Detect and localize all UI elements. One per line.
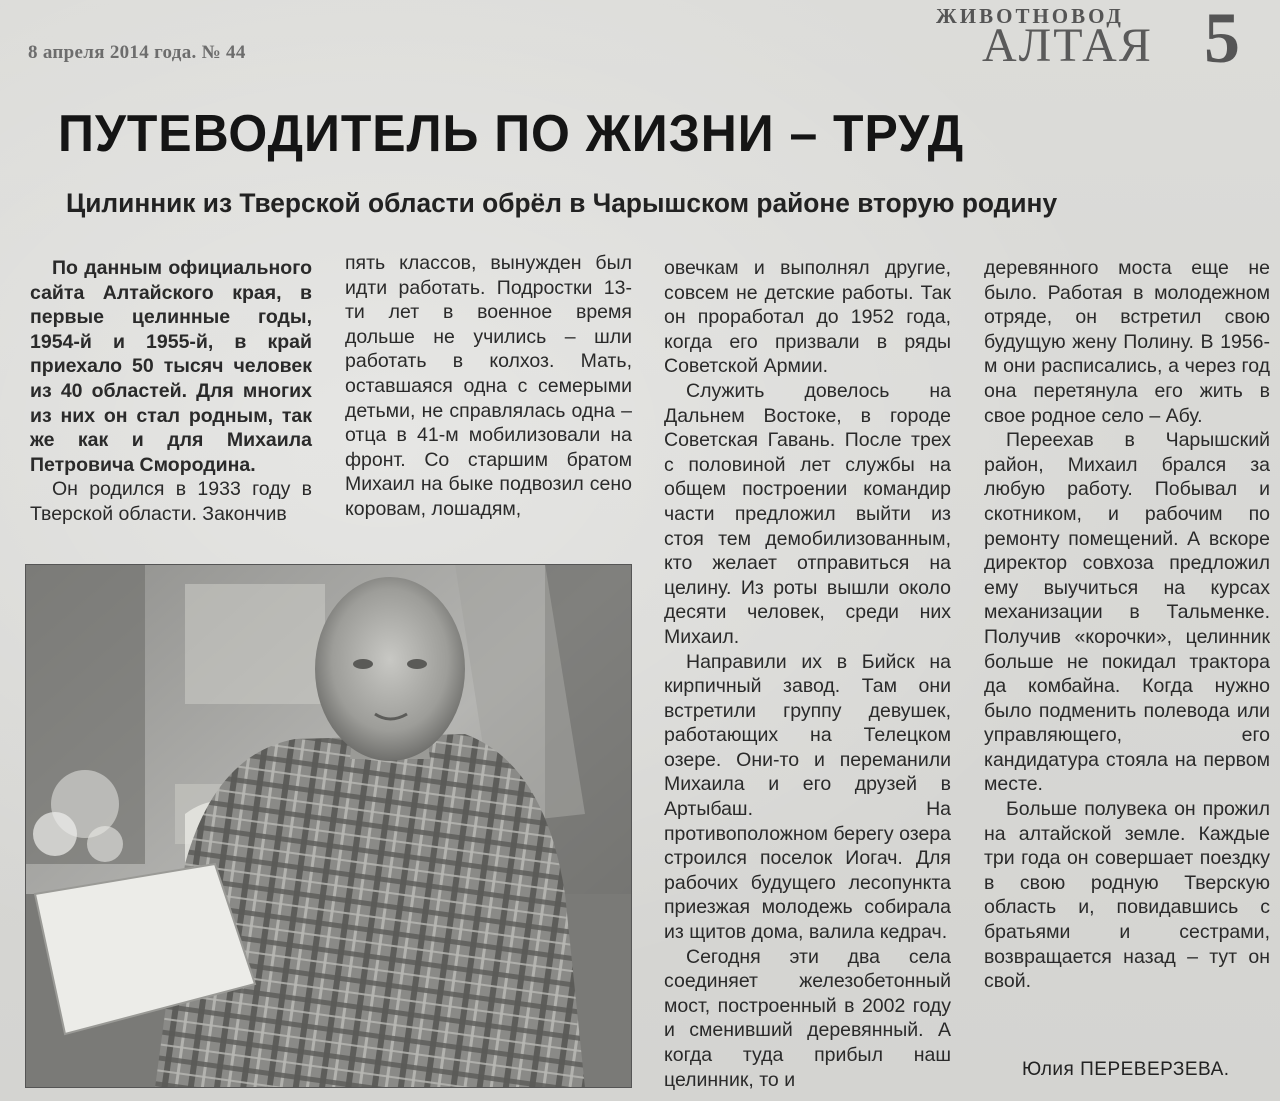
paragraph: овечкам и выполнял другие, совсем не детские работы. Так он проработал до 1952 года, когда его призвали в ряды Советской Армии.	[664, 257, 951, 378]
article-subtitle: Цилинник из Тверской области обрёл в Чарышском районе вторую родину	[66, 188, 1058, 218]
article-column-4	[984, 256, 1270, 994]
article-photo	[25, 564, 632, 1088]
page-number: 5	[1204, 0, 1240, 78]
paragraph: Он родился в 1933 году в Тверской области. Закончив	[30, 478, 312, 525]
article-column-3	[664, 256, 951, 1092]
paragraph: пять классов, вынужден был идти работать. Подростки 13-ти лет в военное время дольше не учились – шли работать в колхоз. Мать, оставшаяся одна с семерыми детьми, не справлялась одна – отца в 41-м мобилизовали на фронт. Со старшим братом Михаил на быке подвозил сено коровам, лошадям,	[345, 252, 632, 520]
article-column-2	[345, 251, 632, 522]
paragraph: Больше полувека он прожил на алтайской земле. Каждые три года он совершает поездку в свою родную Тверскую область и, повидавшись с братьями и сестрами, возвращается назад – тут он свой.	[984, 798, 1270, 993]
portrait-photo-illustration	[25, 564, 632, 1088]
paragraph: Направили их в Бийск на кирпичный завод. Там они встретили группу девушек, работающих на Телецком озере. Они-то и переманили Михаила и его друзей в Артыбаш. На противоположном берегу озера строился поселок Иогач. Для рабочих будущего лесопункта приезжая молодежь собирала из щитов дома, валила кедрач.	[664, 650, 951, 944]
author-signature: Юлия ПЕРЕВЕРЗЕВА.	[1022, 1059, 1230, 1080]
paragraph: Переехав в Чарышский район, Михаил брался за любую работу. Побывал и скотником, и рабочим по ремонту помещений. А вскоре директор совхоза предложил ему выучиться на курсах механизации в Тальменке. Получив «корочки», целинник больше не покидал трактора да комбайна. Когда нужно было подменить полевода или управляющего, его кандидатура стояла на первом месте.	[984, 429, 1270, 796]
paragraph: Сегодня эти два села соединяет железобетонный мост, построенный в 2002 году и сменивший деревянный. А когда туда прибыл наш целинник, то и	[664, 945, 951, 1091]
paragraph: Служить довелось на Дальнем Востоке, в городе Советская Гавань. После трех с половиной лет службы на общем построении командир части предложил выйти из стоя тем демобилизованным, кто желает отправиться на целину. Из роты вышли около десяти человек, среди них Михаил.	[664, 379, 951, 648]
article-column-1	[30, 256, 312, 527]
issue-date: 8 апреля 2014 года. № 44	[28, 42, 246, 63]
paragraph: деревянного моста еще не было. Работая в молодежном отряде, он встретил свою будущую жену Полину. В 1956-м они расписались, а через год она перетянула его жить в свое родное село – Абу.	[984, 257, 1270, 427]
masthead-top-line: ЖИВОТНОВОД	[936, 4, 1124, 28]
lead-paragraph: По данным официального сайта Алтайского края, в первые целинные годы, 1954-й и 1955-й, в край приехало 50 тысяч человек из 40 областей. Для многих из них он стал родным, так же как и для Михаила Петровича Смородина.	[30, 257, 312, 476]
masthead-main: АЛТАЯ	[982, 19, 1153, 72]
article-title: ПУТЕВОДИТЕЛЬ ПО ЖИЗНИ – ТРУД	[58, 105, 965, 163]
